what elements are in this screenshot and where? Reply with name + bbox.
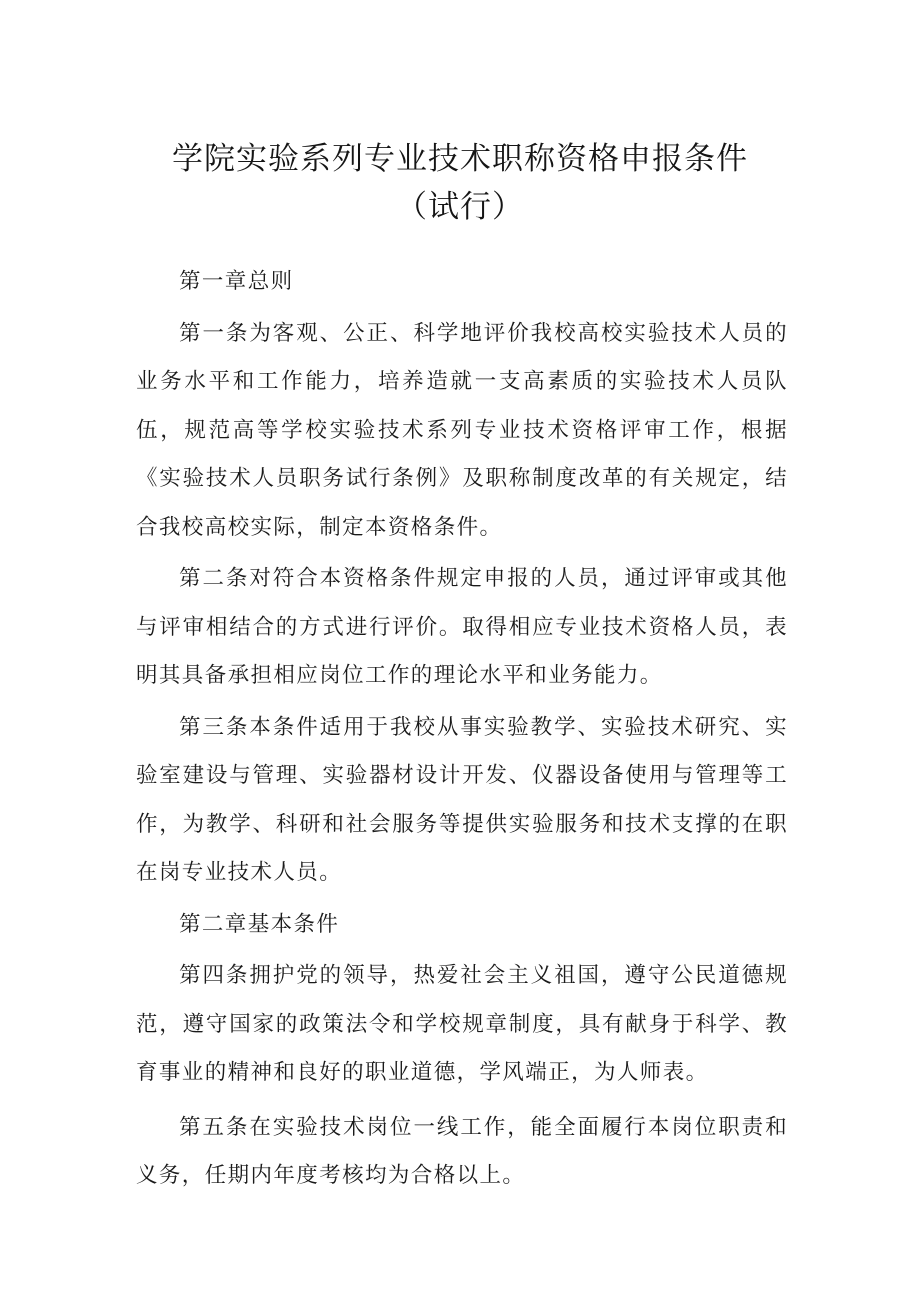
article-1: 第一条为客观、公正、科学地评价我校高校实验技术人员的业务水平和工作能力，培养造就一支高素质的实验技术人员队伍，规范高等学校实验技术系列专业技术资格评审工作，根据《实验技术人员职务试行条例》及职称制度改革的有关规定，结合我校高校实际，制定本资格条件。 bbox=[136, 320, 788, 540]
article-2: 第二条对符合本资格条件规定申报的人员，通过评审或其他与评审相结合的方式进行评价。取得相应专业技术资格人员，表明其具备承担相应岗位工作的理论水平和业务能力。 bbox=[136, 566, 788, 688]
chapter-heading-general: 第一章总则 bbox=[179, 269, 294, 294]
document-title: 学院实验系列专业技术职称资格申报条件 bbox=[172, 141, 748, 177]
article-3: 第三条本条件适用于我校从事实验教学、实验技术研究、实验室建设与管理、实验器材设计开发、仪器设备使用与管理等工作，为教学、科研和社会服务等提供实验服务和技术支撑的在职在岗专业技术人员。 bbox=[136, 714, 788, 885]
article-4: 第四条拥护党的领导，热爱社会主义祖国，遵守公民道德规范，遵守国家的政策法令和学校规章制度，具有献身于科学、教育事业的精神和良好的职业道德，学风端正，为人师表。 bbox=[136, 963, 788, 1085]
document-subtitle: （试行） bbox=[396, 189, 524, 225]
document-title-block bbox=[60, 135, 860, 231]
article-5: 第五条在实验技术岗位一线工作，能全面履行本岗位职责和义务，任期内年度考核均为合格以上。 bbox=[136, 1114, 788, 1188]
document-body bbox=[136, 258, 788, 1204]
chapter-heading-basic-conditions: 第二章基本条件 bbox=[179, 911, 340, 937]
